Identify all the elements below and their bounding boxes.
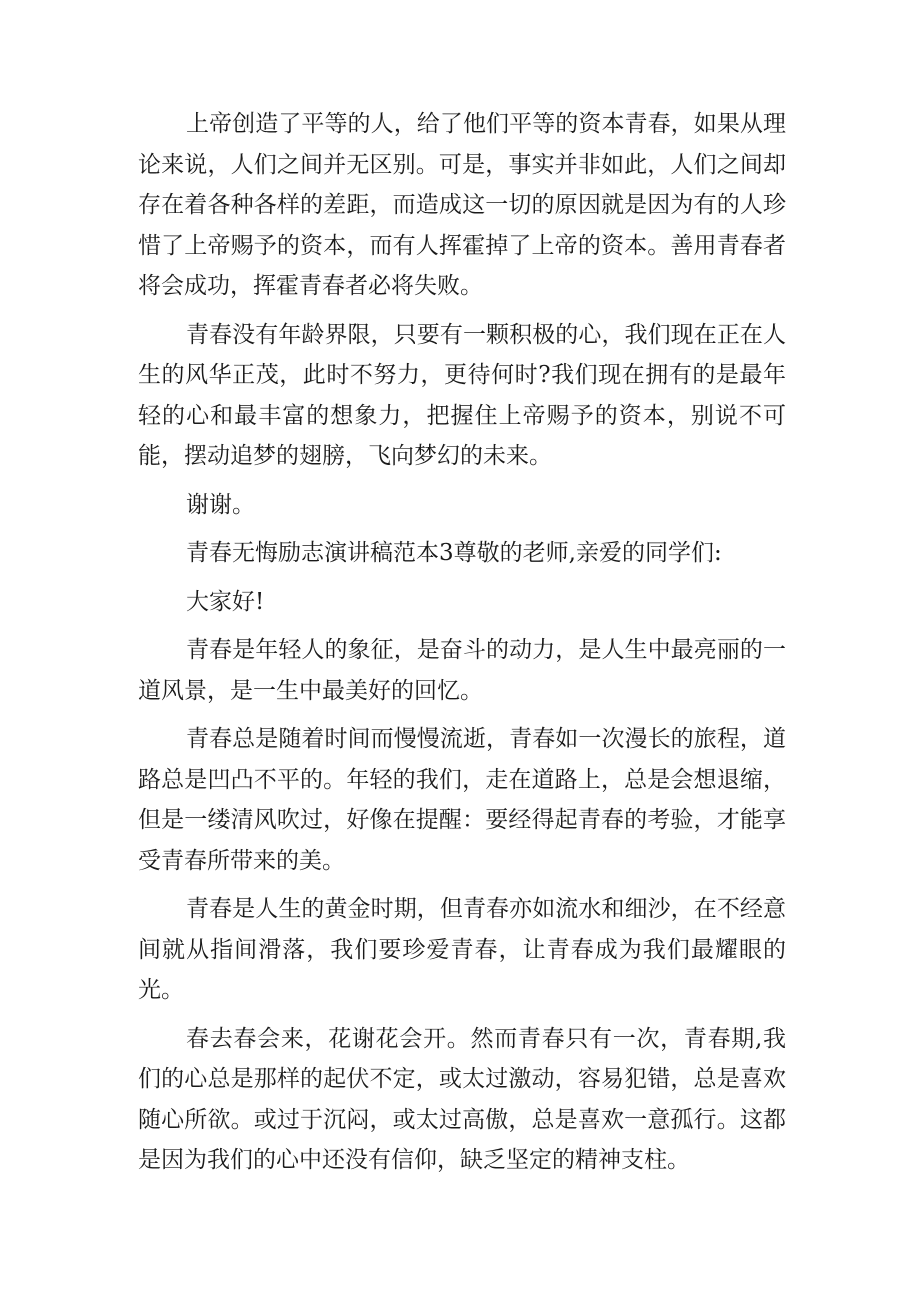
paragraph-8: 青春是人生的黄金时期，但青春亦如流水和细沙，在不经意间就从指间滑落，我们要珍爱青春，让青春成为我们最耀眼的光。 [138,896,786,1003]
paragraph-3: 谢谢。 [186,491,255,518]
paragraph-9: 春去春会来，花谢花会开。然而青春只有一次，青春期,我们的心总是那样的起伏不定，或太过激动，容易犯错，总是喜欢随心所欲。或过于沉闷，或太过高傲，总是喜欢一意孤行。这都是因为我们的心中还没有信仰，缺乏坚定的精神支柱。 [138,1025,786,1173]
paragraph-2: 青春没有年龄界限，只要有一颗积极的心，我们现在正在人生的风华正茂，此时不努力，更待何时?我们现在拥有的是最年轻的心和最丰富的想象力，把握住上帝赐予的资本，别说不可能，摆动追梦的翅膀，飞向梦幻的未来。 [138,321,786,469]
paragraph-7: 青春总是随着时间而慢慢流逝，青春如一次漫长的旅程，道路总是凹凸不平的。年轻的我们，走在道路上，总是会想退缩，但是一缕清风吹过，好像在提醒：要经得起青春的考验，才能享受青春所带来的美。 [138,726,786,874]
document-body [138,104,786,1189]
paragraph-4-heading: 青春无悔励志演讲稿范本3尊敬的老师,亲爱的同学们: [186,540,722,566]
paragraph-1: 上帝创造了平等的人，给了他们平等的资本青春，如果从理论来说，人们之间并无区别。可是，事实并非如此，人们之间却存在着各种各样的差距，而造成这一切的原因就是因为有的人珍惜了上帝赐予的资本，而有人挥霍掉了上帝的资本。善用青春者将会成功，挥霍青春者必将失败。 [138,111,786,299]
paragraph-5-greeting: 大家好! [186,588,265,615]
paragraph-6: 青春是年轻人的象征，是奋斗的动力，是人生中最亮丽的一道风景，是一生中最美好的回忆。 [138,637,786,704]
